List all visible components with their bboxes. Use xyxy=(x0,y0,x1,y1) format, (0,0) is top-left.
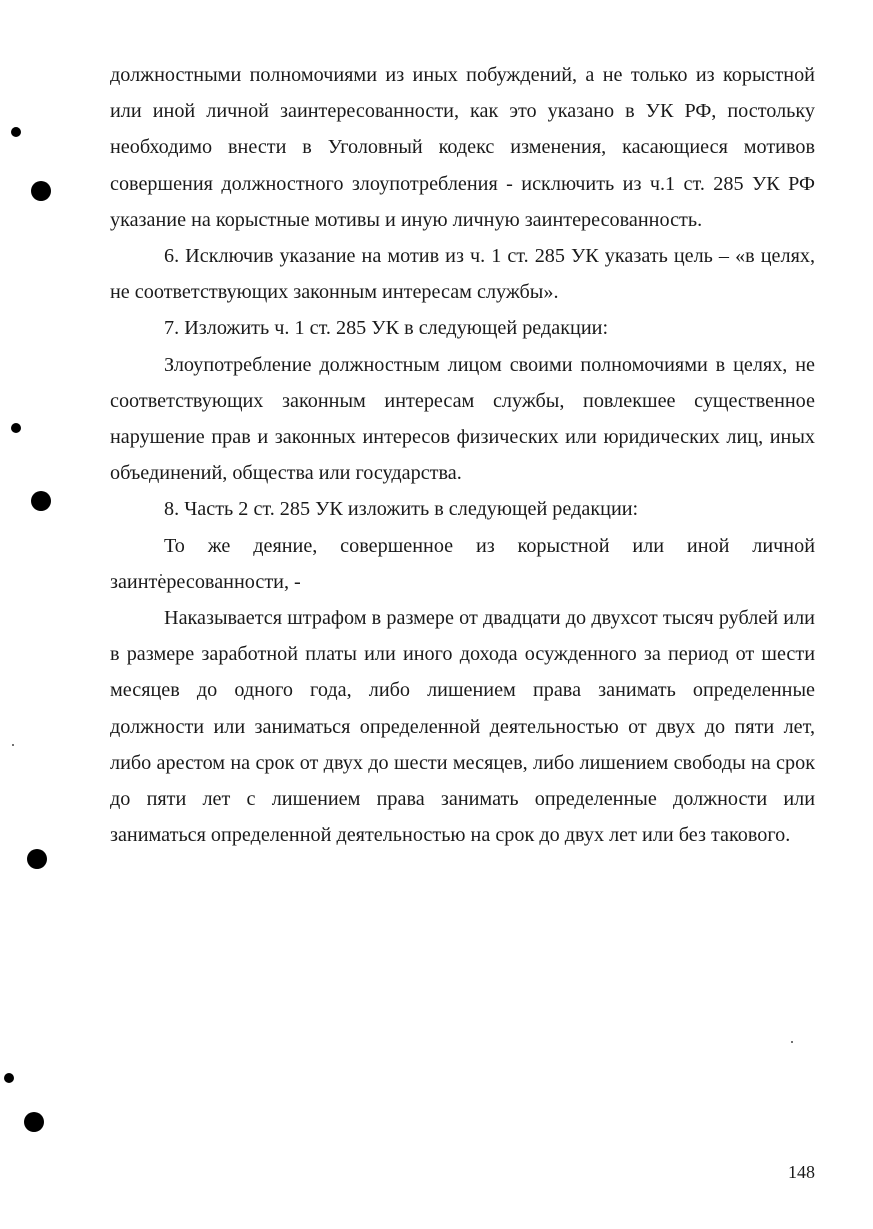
punch-hole xyxy=(11,127,21,137)
paragraph-continuation: должностными полномочиями из иных побуждений, а не только из корыстной или иной личной заинтересованности, как это указано в УК РФ, постольку необходимо внести в Уголовный кодекс изменения, касающиеся мотивов совершения должностного злоупотребления - исключить из ч.1 ст. 285 УК РФ указание на корыстные мотивы и иную личную заинтересованность. xyxy=(110,64,815,231)
punch-hole xyxy=(24,1112,44,1132)
paragraph-article-part-1-text: Злоупотребление должностным лицом своими полномочиями в целях, не соответствующих законным интересам службы, повлекшее существенное нарушение прав и законных интересов физических или юридических лиц, иных объединений, общества или государства. xyxy=(110,353,815,485)
punch-hole xyxy=(27,849,47,869)
paragraph-article-part-2-text: То же деяние, совершенное из корыстной или иной личной заинтересованности, - xyxy=(110,534,815,593)
paragraph-item-6: 6. Исключив указание на мотив из ч. 1 ст. 285 УК указать цель – «в целях, не соответствующих законным интересам службы». xyxy=(110,245,815,304)
paragraph-item-7: 7. Изложить ч. 1 ст. 285 УК в следующей редакции: xyxy=(164,317,609,340)
scan-speck xyxy=(791,1041,793,1043)
paragraph-punishment-text: Наказывается штрафом в размере от двадцати до двухсот тысяч рублей или в размере заработной платы или иного дохода осужденного за период от шести месяцев до одного года, либо лишением права занимать определенные должности или заниматься определенной деятельностью от двух до пяти лет, либо арестом на срок от двух до шести месяцев, либо лишением свободы на срок до пяти лет с лишением права занимать определенные должности или заниматься определенной деятельностью на срок до двух лет или без такового. xyxy=(110,607,815,847)
punch-hole xyxy=(11,423,21,433)
punch-hole xyxy=(4,1073,14,1083)
scan-speck xyxy=(12,744,14,746)
body-text xyxy=(110,57,815,853)
paragraph-item-8: 8. Часть 2 ст. 285 УК изложить в следующей редакции: xyxy=(164,498,639,521)
page-number: 148 xyxy=(788,1162,815,1182)
punch-hole xyxy=(31,491,51,511)
punch-hole xyxy=(31,181,51,201)
